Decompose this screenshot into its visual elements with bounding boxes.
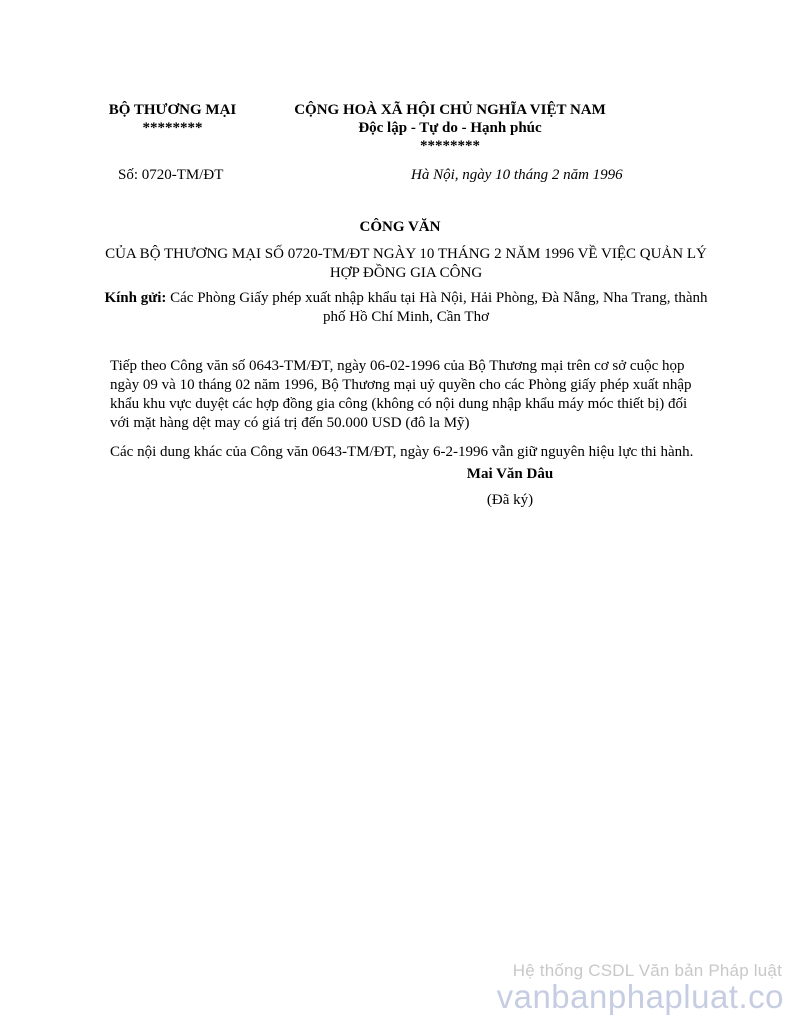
nation-name: CỘNG HOÀ XÃ HỘI CHỦ NGHĨA VIỆT NAM	[294, 102, 606, 118]
body-paragraph: Tiếp theo Công văn số 0643-TM/ĐT, ngày 06-02-1996 của Bộ Thương mại trên cơ sở cuộc họp ngày 09 và 10 tháng 02 năm 1996, Bộ Thương mại uỷ quyền cho các Phòng giấy phép xuất nhập khẩu khu vực duyệt các hợp đồng gia công (không có nội dung nhập khẩu máy móc thiết bị) đối với mặt hàng dệt may có giá trị đến 50.000 USD (đô la Mỹ)	[110, 358, 692, 431]
ministry-name: BỘ THƯƠNG MẠI	[108, 102, 237, 118]
national-header	[270, 101, 630, 155]
recipient-block	[100, 289, 712, 327]
body-paragraph: Các nội dung khác của Công văn 0643-TM/ĐT, ngày 6-2-1996 vẫn giữ nguyên hiệu lực thi hành.	[110, 444, 694, 460]
ministry-separator: ********	[142, 120, 203, 136]
watermark-caption: Hệ thống CSDL Văn bản Pháp luật	[512, 961, 782, 980]
watermark-domain: vanbanphapluat.co	[496, 978, 784, 1015]
signature-status: (Đã ký)	[486, 492, 534, 508]
issuer-header	[90, 101, 255, 137]
document-number: Số: 0720-TM/ĐT	[118, 167, 224, 183]
recipient-label: Kính gửi:	[104, 290, 167, 306]
signer-name: Mai Văn Dâu	[466, 466, 554, 482]
document-subject: CỦA BỘ THƯƠNG MẠI SỐ 0720-TM/ĐT NGÀY 10 THÁNG 2 NĂM 1996 VỀ VIỆC QUẢN LÝ HỢP ĐỒNG GIA CÔNG	[105, 246, 707, 281]
signature-block	[410, 465, 610, 517]
document-type: CÔNG VĂN	[359, 219, 441, 235]
national-motto: Độc lập - Tự do - Hạnh phúc	[358, 120, 542, 136]
place-and-date: Hà Nội, ngày 10 tháng 2 năm 1996	[411, 167, 623, 183]
motto-separator: ********	[420, 138, 480, 154]
document-body	[110, 357, 710, 472]
recipient-text: Các Phòng Giấy phép xuất nhập khẩu tại Hà Nội, Hải Phòng, Đà Nẵng, Nha Trang, thành phố Hồ Chí Minh, Cần Thơ	[166, 290, 708, 325]
